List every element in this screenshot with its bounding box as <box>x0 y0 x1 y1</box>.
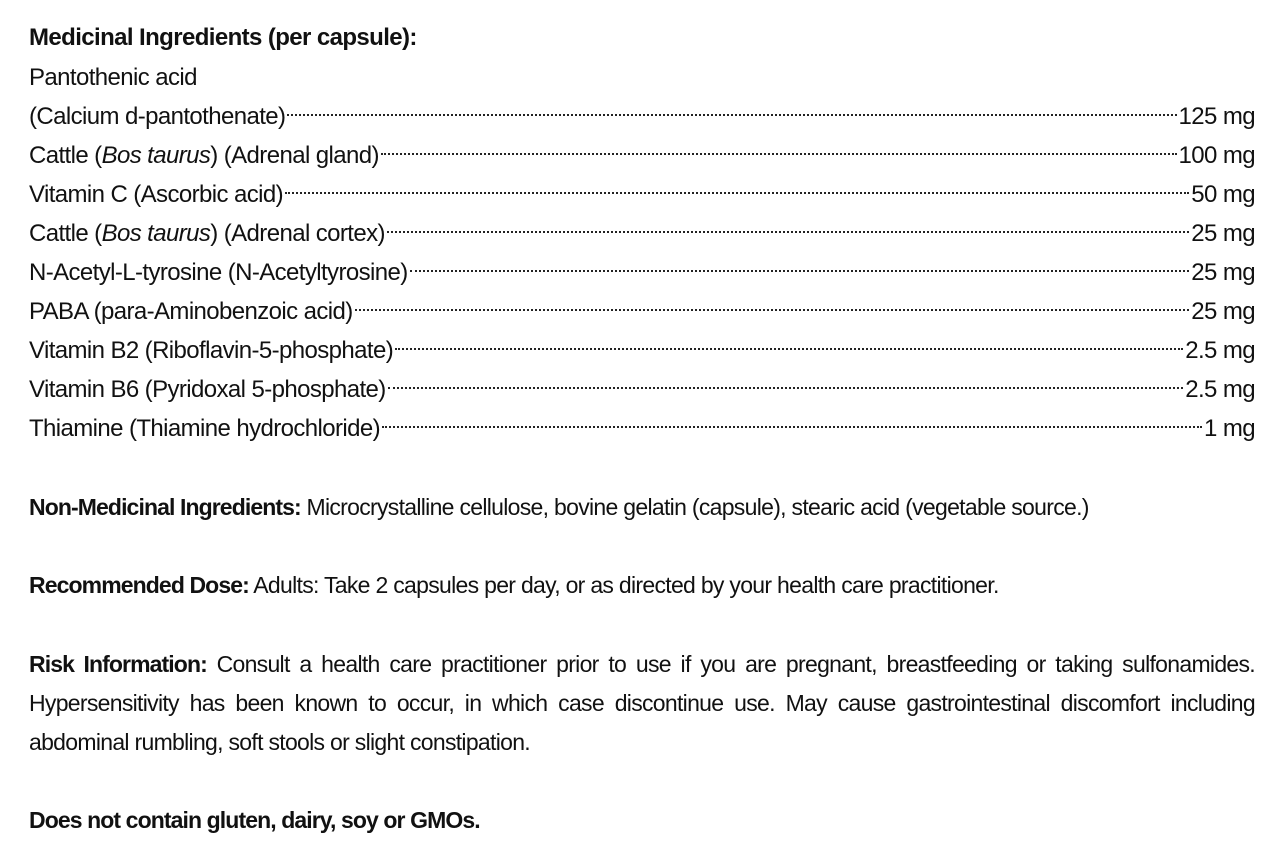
non-medicinal-label: Non-Medicinal Ingredients: <box>29 494 301 520</box>
ingredient-name-part: Thiamine (Thiamine hydrochloride) <box>29 415 381 442</box>
recommended-dose-text: Adults: Take 2 capsules per day, or as directed by your health care practitioner. <box>248 572 999 598</box>
ingredient-name-part: PABA (para-Aminobenzoic acid) <box>29 298 353 325</box>
ingredient-name-part: Vitamin B2 (Riboflavin-5-phosphate) <box>29 337 394 364</box>
ingredient-name-part: ) (Adrenal cortex) <box>210 220 385 247</box>
dot-leader <box>387 231 1189 233</box>
risk-information-paragraph <box>29 645 1255 762</box>
ingredient-name <box>29 253 408 292</box>
dot-leader <box>388 387 1184 389</box>
ingredient-amount: 2.5 mg <box>1185 376 1255 403</box>
recommended-dose-paragraph <box>29 566 1255 605</box>
ingredient-amount: 50 mg <box>1191 181 1255 208</box>
medicinal-heading <box>29 22 1255 58</box>
dot-leader <box>382 426 1202 428</box>
ingredient-name <box>29 409 380 448</box>
ingredient-row <box>29 409 1255 448</box>
ingredient-amount: 125 mg <box>1178 103 1255 130</box>
ingredient-amount: 25 mg <box>1191 259 1255 286</box>
pantothenic-acid-line <box>29 58 1255 97</box>
medicinal-heading-text: Medicinal Ingredients (per capsule): <box>29 24 417 51</box>
ingredient-row <box>29 253 1255 292</box>
ingredient-row <box>29 97 1255 136</box>
ingredient-name-part: Cattle ( <box>29 220 102 247</box>
dot-leader <box>285 192 1189 194</box>
ingredient-list <box>29 97 1255 448</box>
ingredient-row <box>29 370 1255 409</box>
risk-information-label: Risk Information: <box>29 651 207 677</box>
risk-information-text: Consult a health care practitioner prior to use if you are pregnant, breastfeeding or taking sulfonamides. Hypersensitivity has been known to occur, in which case discontinue use. May cause gastrointestinal discomfort including abdominal rumbling, soft stools or slight constipation. <box>29 651 1255 755</box>
dot-leader <box>395 348 1183 350</box>
ingredient-name <box>29 175 283 214</box>
ingredient-amount: 100 mg <box>1178 142 1255 169</box>
non-medicinal-paragraph <box>29 488 1255 527</box>
dot-leader <box>287 114 1176 116</box>
ingredient-row <box>29 214 1255 253</box>
ingredient-name <box>29 97 285 136</box>
ingredient-name-part: ) (Adrenal gland) <box>210 142 379 169</box>
ingredient-name-part: N-Acetyl-L-tyrosine (N-Acetyltyrosine) <box>29 259 408 286</box>
pantothenic-acid-text: Pantothenic acid <box>29 64 197 91</box>
ingredient-name <box>29 136 379 175</box>
medicinal-ingredients-section <box>29 22 1255 448</box>
non-medicinal-text: Microcrystalline cellulose, bovine gelatin (capsule), stearic acid (vegetable source.) <box>300 494 1089 520</box>
ingredient-amount: 2.5 mg <box>1185 337 1255 364</box>
ingredient-amount: 25 mg <box>1191 220 1255 247</box>
dot-leader <box>410 270 1190 272</box>
dot-leader <box>355 309 1190 311</box>
ingredient-row <box>29 136 1255 175</box>
ingredient-name-part: Vitamin C (Ascorbic acid) <box>29 181 283 208</box>
ingredient-row <box>29 292 1255 331</box>
ingredient-latin-name: Bos taurus <box>101 142 211 169</box>
ingredient-name-part: Cattle ( <box>29 142 102 169</box>
ingredient-row <box>29 175 1255 214</box>
free-from-statement: Does not contain gluten, dairy, soy or GMOs. <box>29 807 480 833</box>
ingredient-name <box>29 292 353 331</box>
ingredient-name <box>29 331 393 370</box>
ingredient-amount: 25 mg <box>1191 298 1255 325</box>
dot-leader <box>381 153 1177 155</box>
ingredient-name <box>29 214 385 253</box>
ingredient-amount: 1 mg <box>1204 415 1255 442</box>
ingredient-row <box>29 331 1255 370</box>
ingredient-name <box>29 370 386 409</box>
ingredient-name-part: (Calcium d-pantothenate) <box>29 103 286 130</box>
ingredient-name-part: Vitamin B6 (Pyridoxal 5-phosphate) <box>29 376 386 403</box>
recommended-dose-label: Recommended Dose: <box>29 572 249 598</box>
ingredient-latin-name: Bos taurus <box>101 220 211 247</box>
